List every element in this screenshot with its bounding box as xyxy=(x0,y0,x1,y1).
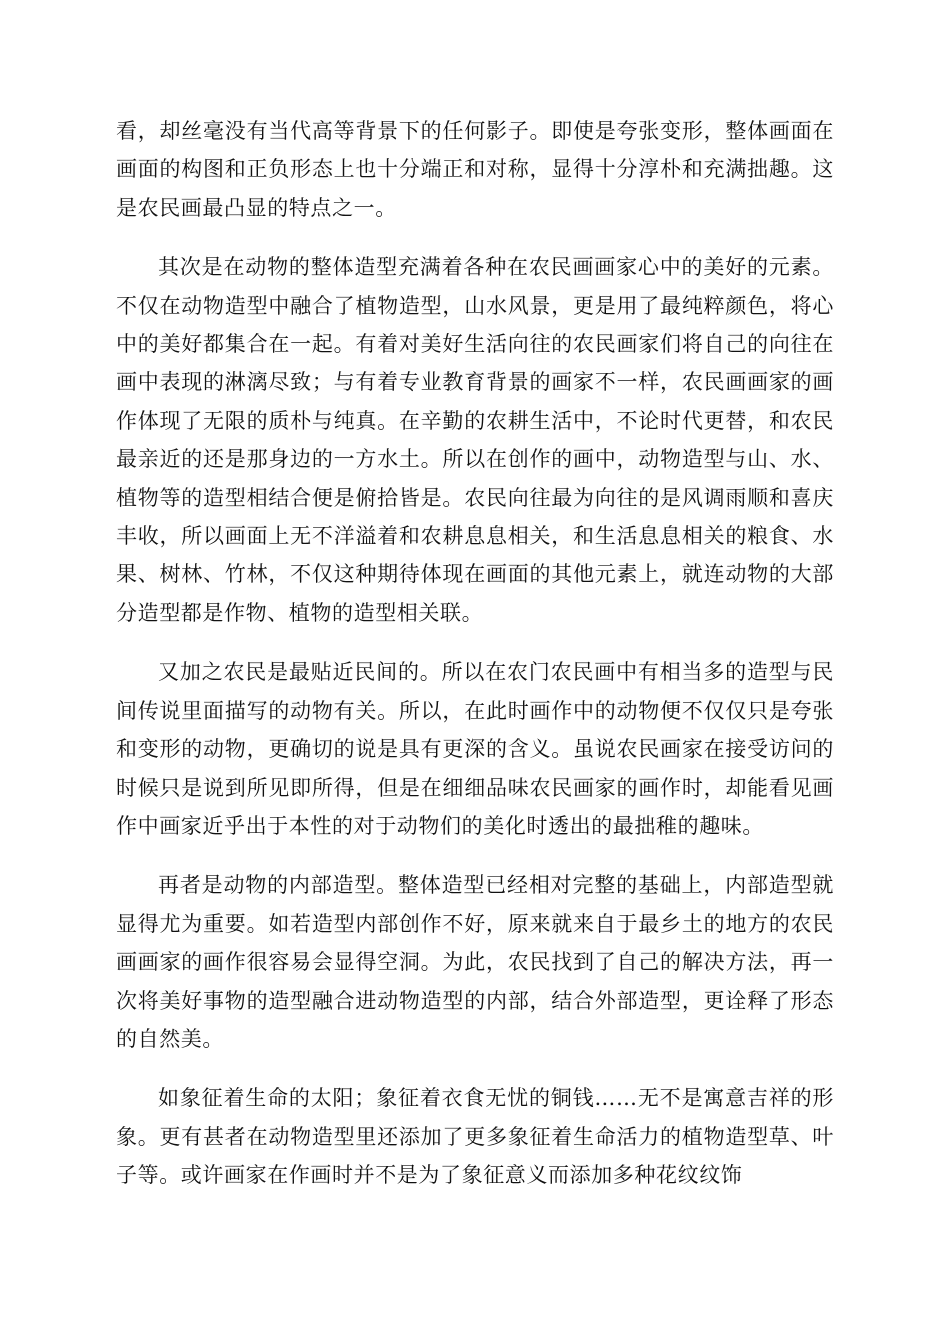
paragraph: 又加之农民是最贴近民间的。所以在农门农民画中有相当多的造型与民间传说里面描写的动物有关。所以，在此时画作中的动物便不仅仅只是夸张和变形的动物，更确切的说是具有更深的含义。虽说农民画家在接受访问的时候只是说到所见即所得，但是在细细品味农民画家的画作时，却能看见画作中画家近乎出于本性的对于动物们的美化时透出的最拙稚的趣味。 xyxy=(116,660,834,838)
paragraph: 再者是动物的内部造型。整体造型已经相对完整的基础上，内部造型就显得尤为重要。如若造型内部创作不好，原来就来自于最乡土的地方的农民画画家的画作很容易会显得空洞。为此，农民找到了自己的解决方法，再一次将美好事物的造型融合进动物造型的内部，结合外部造型，更诠释了形态的自然美。 xyxy=(116,873,834,1051)
paragraph: 其次是在动物的整体造型充满着各种在农民画画家心中的美好的元素。不仅在动物造型中融合了植物造型，山水风景，更是用了最纯粹颜色，将心中的美好都集合在一起。有着对美好生活向往的农民画家们将自己的向往在画中表现的淋漓尽致；与有着专业教育背景的画家不一样，农民画画家的画作体现了无限的质朴与纯真。在辛勤的农耕生活中，不论时代更替，和农民最亲近的还是那身边的一方水土。所以在创作的画中，动物造型与山、水、植物等的造型相结合便是俯拾皆是。农民向往最为向往的是风调雨顺和喜庆丰收，所以画面上无不洋溢着和农耕息息相关，和生活息息相关的粮食、水果、树林、竹林，不仅这种期待体现在画面的其他元素上，就连动物的大部分造型都是作物、植物的造型相关联。 xyxy=(116,255,834,625)
body-text xyxy=(116,112,834,1216)
paragraph: 如象征着生命的太阳；象征着衣食无忧的铜钱……无不是寓意吉祥的形象。更有甚者在动物造型里还添加了更多象征着生命活力的植物造型草、叶子等。或许画家在作画时并不是为了象征意义而添加多种花纹纹饰 xyxy=(116,1086,834,1188)
paragraph-continued: 看，却丝毫没有当代高等背景下的任何影子。即使是夸张变形，整体画面在画面的构图和正负形态上也十分端正和对称，显得十分淳朴和充满拙趣。这是农民画最凸显的特点之一。 xyxy=(116,119,834,220)
